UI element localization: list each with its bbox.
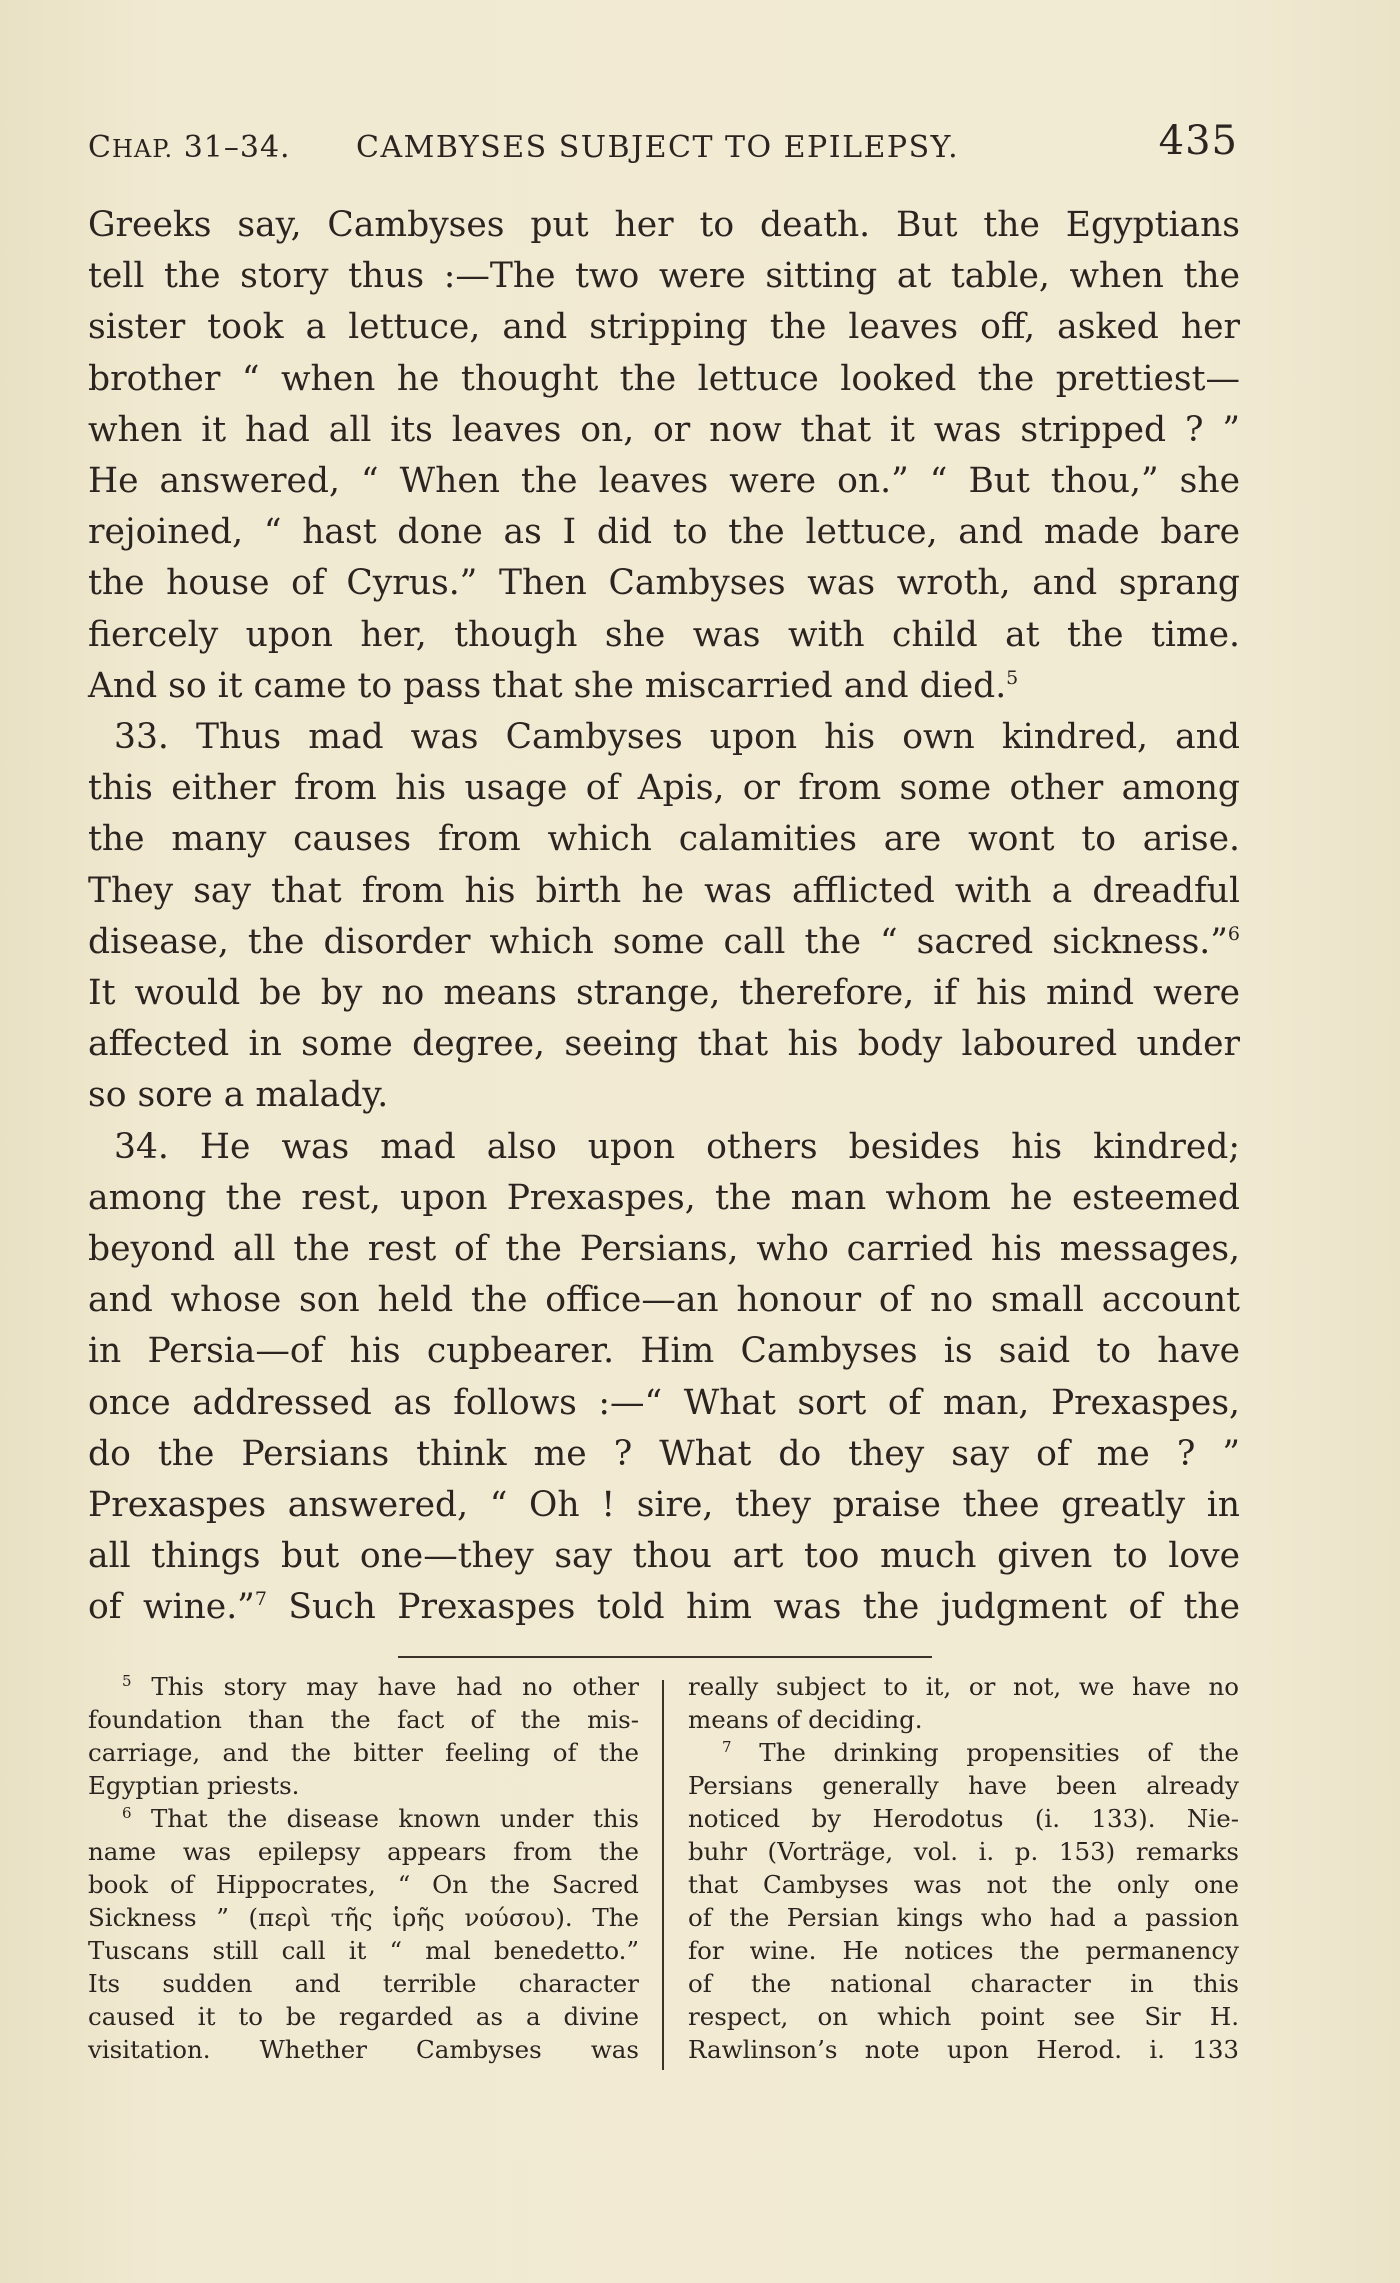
footnote-line: buhr (Vorträge, vol. i. p. 153) remarks bbox=[688, 1837, 1239, 1866]
text-line: in Persia—of his cupbearer. Him Cambyses is said to have bbox=[88, 1331, 1240, 1372]
main-text bbox=[88, 200, 1240, 1634]
footnote-ref-5[interactable]: 5 bbox=[1006, 666, 1019, 689]
text-line: affected in some degree, seeing that his body laboured under bbox=[88, 1024, 1240, 1065]
text-line: 33. Thus mad was Cambyses upon his own kindred, and bbox=[114, 717, 1240, 758]
footnotes-right-column bbox=[688, 1670, 1239, 2066]
footnote-line: respect, on which point see Sir H. bbox=[688, 2002, 1239, 2031]
text-line: do the Persians think me ? What do they say of me ? ” bbox=[88, 1433, 1240, 1474]
text-line: all things but one—they say thou art too much given to love bbox=[88, 1536, 1240, 1577]
footnote-line: noticed by Herodotus (i. 133). Nie- bbox=[688, 1804, 1239, 1833]
footnote-line: means of deciding. bbox=[688, 1705, 923, 1734]
footnote-column-divider bbox=[662, 1680, 664, 2070]
text-line: once addressed as follows :—“ What sort of man, Prexaspes, bbox=[88, 1382, 1240, 1423]
footnote-line: $^6$ That the disease known under this bbox=[122, 1804, 639, 1833]
footnote-line: caused it to be regarded as a divine bbox=[88, 2002, 639, 2031]
text-line: the many causes from which calamities are wont to arise. bbox=[88, 819, 1240, 860]
footnote-line: Rawlinson’s note upon Herod. i. 133 bbox=[688, 2035, 1239, 2064]
footnote-line: really subject to it, or not, we have no bbox=[688, 1672, 1239, 1701]
text-line: beyond all the rest of the Persians, who carried his messages, bbox=[88, 1229, 1240, 1270]
footnote-line: $^5$ This story may have had no other bbox=[122, 1672, 639, 1701]
footnote-line: name was epilepsy appears from the bbox=[88, 1837, 639, 1866]
text-line: 34. He was mad also upon others besides his kindred; bbox=[114, 1126, 1240, 1167]
text-line: disease, the disorder which some call the “ sacred sickness.”$^6$ bbox=[88, 921, 1240, 962]
text-line: fiercely upon her, though she was with child at the time. bbox=[88, 614, 1240, 655]
footnote-ref-7[interactable]: 7 bbox=[254, 1588, 267, 1611]
text-line: rejoined, “ hast done as I did to the lettuce, and made bare bbox=[88, 512, 1240, 553]
text-line: when it had all its leaves on, or now that it was stripped ? ” bbox=[88, 409, 1240, 450]
text-line: Greeks say, Cambyses put her to death. But the Egyptians bbox=[88, 205, 1240, 245]
text-line: so sore a malady. bbox=[88, 1075, 389, 1116]
text-line: They say that from his birth he was afflicted with a dreadful bbox=[88, 870, 1240, 911]
footnote-line: Sickness ” (περὶ τῆς ἱρῆς νούσου). The bbox=[88, 1903, 639, 1932]
text-line: the house of Cyrus.” Then Cambyses was wroth, and sprang bbox=[88, 563, 1240, 604]
footnote-line: Egyptian priests. bbox=[88, 1771, 300, 1800]
footnote-line: of the national character in this bbox=[688, 1969, 1239, 1998]
footnote-line: for wine. He notices the permanency bbox=[688, 1936, 1239, 1965]
text-line: of wine.”$^7$ Such Prexaspes told him was the judgment of the bbox=[88, 1587, 1241, 1628]
footnote-line: book of Hippocrates, “ On the Sacred bbox=[88, 1870, 639, 1899]
footnote-ref-6[interactable]: 6 bbox=[1227, 922, 1240, 945]
footnote-line: Persians generally have been already bbox=[688, 1771, 1239, 1800]
text-line: brother “ when he thought the lettuce looked the prettiest— bbox=[88, 358, 1240, 399]
text-line: Prexaspes answered, “ Oh ! sire, they praise thee greatly in bbox=[88, 1485, 1240, 1526]
footnotes-left-column bbox=[88, 1670, 639, 2066]
footnote-line: of the Persian kings who had a passion bbox=[688, 1903, 1239, 1932]
text-line: It would be by no means strange, therefore, if his mind were bbox=[88, 973, 1240, 1014]
text-line: And so it came to pass that she miscarried and died.$^5$ bbox=[88, 665, 1019, 706]
running-header bbox=[88, 118, 1238, 178]
text-line: He answered, “ When the leaves were on.” “ But thou,” she bbox=[88, 461, 1240, 502]
text-line: tell the story thus :—The two were sitting at table, when the bbox=[88, 256, 1240, 297]
footnote-line: $^7$ The drinking propensities of the bbox=[722, 1738, 1239, 1767]
running-title: CAMBYSES SUBJECT TO EPILEPSY. bbox=[356, 130, 960, 165]
footnote-line: visitation. Whether Cambyses was bbox=[88, 2035, 639, 2064]
footnote-line: that Cambyses was not the only one bbox=[688, 1870, 1239, 1899]
footnote-line: Its sudden and terrible character bbox=[88, 1969, 639, 1998]
text-line: and whose son held the office—an honour of no small account bbox=[88, 1280, 1240, 1321]
page-number: 435 bbox=[1158, 118, 1238, 164]
chapter-range: CHAP. 31–34. bbox=[88, 130, 291, 165]
footnote-line: carriage, and the bitter feeling of the bbox=[88, 1738, 639, 1767]
text-line: sister took a lettuce, and stripping the leaves off, asked her bbox=[88, 307, 1240, 348]
footnote-rule bbox=[398, 1656, 932, 1658]
text-line: among the rest, upon Prexaspes, the man whom he esteemed bbox=[88, 1177, 1240, 1218]
footnote-line: Tuscans still call it “ mal benedetto.” bbox=[88, 1936, 639, 1965]
text-line: this either from his usage of Apis, or from some other among bbox=[88, 768, 1240, 809]
footnote-line: foundation than the fact of the mis- bbox=[88, 1705, 639, 1734]
